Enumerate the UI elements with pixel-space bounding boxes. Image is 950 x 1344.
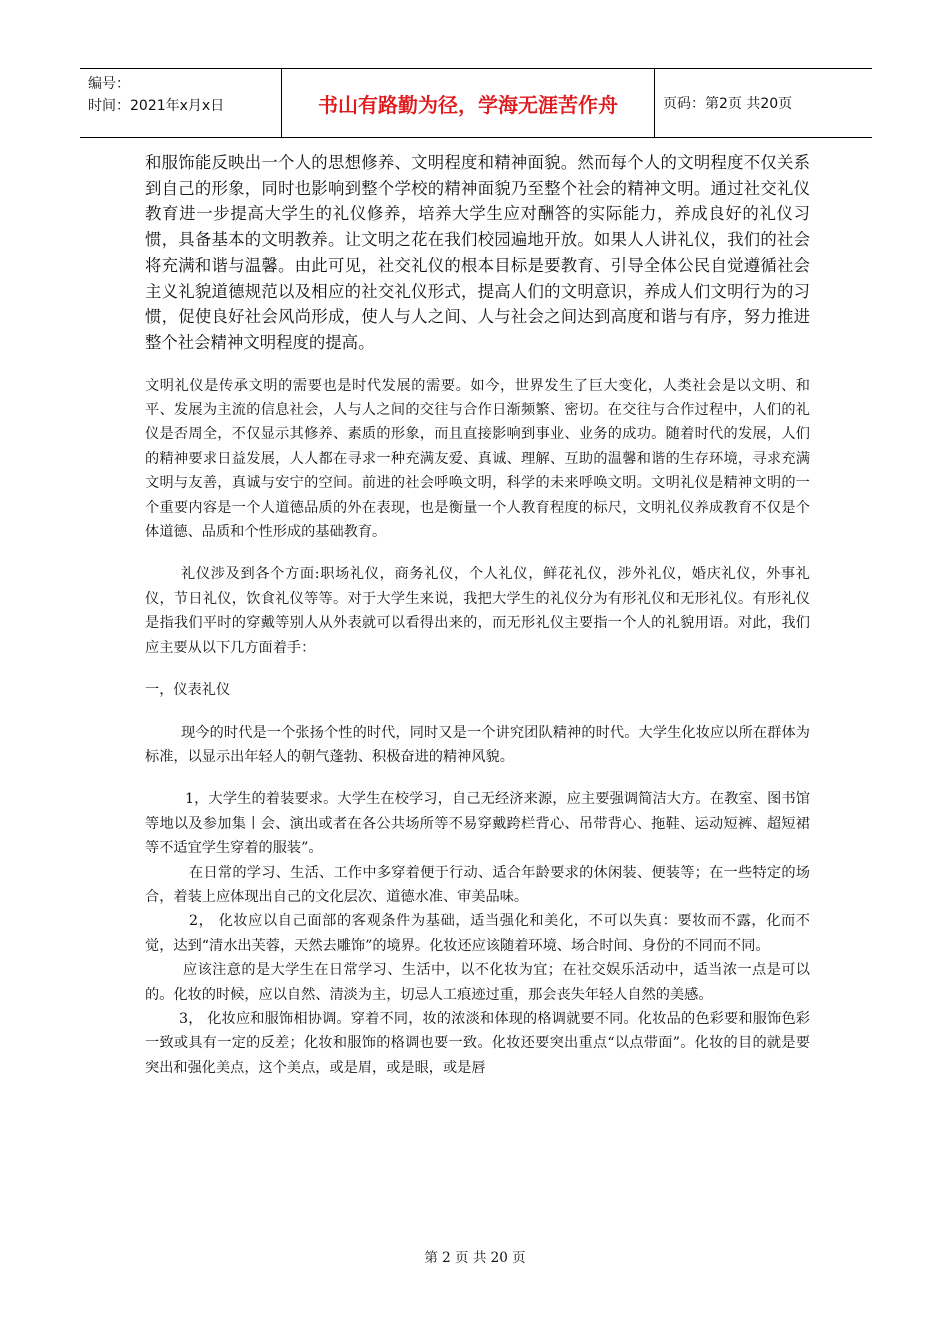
page-footer [0,1246,950,1266]
paragraph-1: 和服饰能反映出一个人的思想修养、文明程度和精神面貌。然而每个人的文明程度不仅关系到自己的形象，同时也影响到整个学校的精神面貌乃至整个社会的精神文明。通过社交礼仪教育进一步提高大学生的礼仪修养，培养大学生应对酬答的实际能力，养成良好的礼仪习惯，具备基本的文明教养。让文明之花在我们校园遍地开放。如果人人讲礼仪，我们的社会将充满和谐与温馨。由此可见，社交礼仪的根本目标是要教育、引导全体公民自觉遵循社会主义礼貌道德规范以及相应的社交礼仪形式，提高人们的文明意识，养成人们文明行为的习惯，促使良好社会风尚形成，使人与人之间、人与社会之间达到高度和谐与有序，努力推进整个社会精神文明程度的提高。 [145,153,810,352]
header-table [80,68,872,138]
footer-page-number: 第 2 页 共 20 页 [424,1250,526,1266]
paragraph-2: 文明礼仪是传承文明的需要也是时代发展的需要。如今，世界发生了巨大变化，人类社会是以文明、和平、发展为主流的信息社会，人与人之间的交往与合作日渐频繁、密切。在交往与合作过程中，人们的礼仪是否周全，不仅显示其修养、素质的形象，而且直接影响到事业、业务的成功。随着时代的发展，人们的精神要求日益发展，人人都在寻求一种充满友爱、真诚、理解、互助的温馨和谐的生存环境，寻求充满文明与友善，真诚与安宁的空间。前进的社会呼唤文明，科学的未来呼唤文明。文明礼仪是精神文明的一个重要内容是一个人道德品质的外在表现，也是衡量一个人教育程度的标尺，文明礼仪养成教育不仅是个体道德、品质和个性形成的基础教育。 [145,377,810,541]
page-info-text: 页码：第2页 共20页 [663,96,793,112]
paragraph-7: 2， 化妆应以自己面部的客观条件为基础，适当强化和美化，不可以失真：要妆而不露，化而不觉，达到“清水出芙蓉，天然去雕饰”的境界。化妆还应该随着环境、场合时间、身份的不同而不同。 [145,913,810,954]
paragraph-3: 礼仪涉及到各个方面:职场礼仪，商务礼仪，个人礼仪，鲜花礼仪，涉外礼仪，婚庆礼仪，外事礼仪，节日礼仪，饮食礼仪等等。对于大学生来说，我把大学生的礼仪分为有形礼仪和无形礼仪。有形礼仪是指我们平时的穿戴等别人从外表就可以看得出来的，而无形礼仪主要指一个人的礼貌用语。对此，我们应主要从以下几方面着手： [145,566,810,656]
motto-text: 书山有路勤为径，学海无涯苦作舟 [318,92,618,117]
number-label: 编号： [88,76,130,92]
paragraph-6: 在日常的学习、生活、工作中多穿着便于行动、适合年龄要求的休闲装、便装等；在一些特定的场合，着装上应体现出自己的文化层次、道德水准、审美品味。 [145,864,810,905]
motto-cell [282,69,655,137]
paragraph-5: 1，大学生的着装要求。大学生在校学习，自己无经济来源，应主要强调简洁大方。在教室、图书馆等地以及参加集丨会、演出或者在各公共场所等不易穿戴跨栏背心、吊带背心、拖鞋、运动短裤、超短裙等不适宜学生穿着的服装”。 [145,791,810,857]
section-heading: 一，仪表礼仪 [145,682,231,699]
date-label: 时间：2021年x月x日 [88,98,225,114]
page-info-cell [655,69,872,137]
header-meta-cell [80,69,282,137]
paragraph-4: 现今的时代是一个张扬个性的时代，同时又是一个讲究团队精神的时代。大学生化妆应以所在群体为标准，以显示出年轻人的朝气蓬勃、积极奋进的精神风貌。 [145,724,810,765]
document-body [145,150,810,1080]
intro-block [145,150,810,356]
main-block [145,374,810,1081]
paragraph-9: 3， 化妆应和服饰相协调。穿着不同，妆的浓淡和体现的格调就要不同。化妆品的色彩要和服饰色彩一致或具有一定的反差；化妆和服饰的格调也要一致。化妆还要突出重点“以点带面”。化妆的目的就是要突出和强化美点，这个美点，或是眉，或是眼，或是唇 [145,1010,810,1076]
paragraph-8: 应该注意的是大学生在日常学习、生活中，以不化妆为宜；在社交娱乐活动中，适当浓一点是可以的。化妆的时候，应以自然、清淡为主，切忌人工痕迹过重，那会丧失年轻人自然的美感。 [145,962,810,1003]
